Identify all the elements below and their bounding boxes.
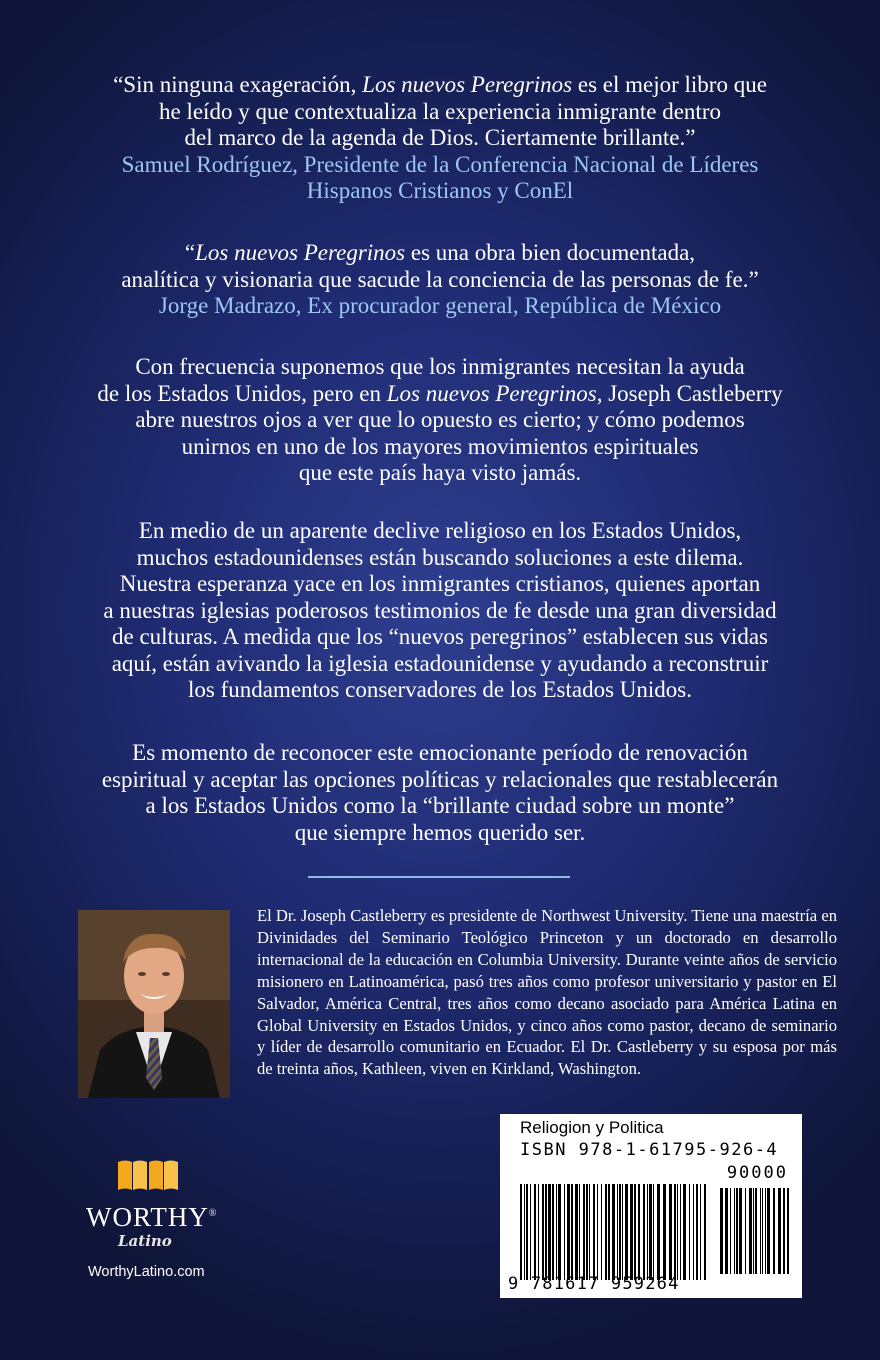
barcode-main-icon <box>520 1184 708 1280</box>
barcode-category: Reliogion y Politica <box>520 1118 664 1137</box>
author-portrait-icon <box>78 910 230 1098</box>
description-paragraph-2 <box>40 518 840 704</box>
text-line <box>40 267 840 294</box>
text-line <box>40 518 840 545</box>
text-line <box>40 381 840 408</box>
author-bio: El Dr. Joseph Castleberry es presidente de Northwest University. Tiene una maestría en Divinidades del Seminario Teológico Princeton y un doctorado en desarrollo internacional de la educación en Columbia University. Durante veinte años de servicio misionero en Latinoamérica, pasó tres años como profesor universitario y pastor en El Salvador, América Central, tres años como decano asociado para América Latina en Global University en Estados Unidos, y cinco años como pastor, decano de seminario y líder de desarrollo comunitario en Ecuador. El Dr. Castleberry y su esposa por más de treinta años, Kathleen, viven en Kirkland, Washington. <box>257 906 837 1079</box>
text-run: que este país haya visto jamás. <box>298 460 582 485</box>
text-run: los fundamentos conservadores de los Estados Unidos. <box>187 677 692 702</box>
text-run: aquí, están avivando la iglesia estadounidense y ayudando a reconstruir <box>111 650 769 676</box>
publisher-url: WorthyLatino.com <box>88 1264 205 1280</box>
text-run: muchos estadounidenses están buscando soluciones a este dilema. <box>136 544 744 570</box>
text-line <box>40 460 840 487</box>
text-line <box>40 820 840 847</box>
text-line <box>40 407 840 434</box>
text-run: Nuestra esperanza yace en los inmigrantes cristianos, quienes aportan <box>119 571 761 596</box>
text-run: espiritual y aceptar las opciones políticas y relacionales que restablecerán <box>101 766 779 792</box>
publisher-name: WORTHY® <box>86 1202 218 1232</box>
text-line <box>40 240 840 267</box>
text-run: Es momento de reconocer este emocionante período de renovación <box>132 740 748 765</box>
quote-1-text <box>40 72 840 152</box>
text-line <box>40 571 840 598</box>
section-divider <box>308 876 570 878</box>
text-run: Con frecuencia suponemos que los inmigrantes necesitan la ayuda <box>135 354 745 379</box>
text-run: he leído y que contextualiza la experiencia inmigrante dentro <box>159 98 721 124</box>
text-line <box>40 677 840 704</box>
quote-1-attribution: Samuel Rodríguez, Presidente de la Conferencia Nacional de Líderes Hispanos Cristianos y ConEl <box>121 151 759 203</box>
text-run: de culturas. A medida que los “nuevos peregrinos” establecen sus vidas <box>112 624 768 649</box>
text-line <box>40 651 840 678</box>
text-line <box>40 598 840 625</box>
italic-title: Los nuevos Peregrinos <box>362 72 573 97</box>
text-run: de los Estados Unidos, pero en <box>97 380 387 406</box>
quote-2-attribution: Jorge Madrazo, Ex procurador general, República de México <box>158 293 722 318</box>
quote-1 <box>40 72 840 205</box>
text-run: a nuestras iglesias poderosos testimonios de fe desde una gran diversidad <box>103 597 777 623</box>
barcode-number: 9 781617 959264 <box>508 1274 680 1294</box>
text-line <box>40 545 840 572</box>
text-line <box>40 125 840 152</box>
registered-mark: ® <box>208 1208 218 1219</box>
barcode-isbn: ISBN 978-1-61795-926-4 <box>520 1140 779 1160</box>
text-run: “Sin ninguna exageración, <box>113 72 363 97</box>
text-run: En medio de un aparente declive religioso en los Estados Unidos, <box>138 518 742 543</box>
barcode-addon-icon <box>720 1188 790 1274</box>
text-line <box>40 354 840 381</box>
text-run: analítica y visionaria que sacude la conciencia de las personas de fe.” <box>121 266 759 292</box>
publisher-sub: Latino <box>118 1232 172 1250</box>
text-run: , Joseph Castleberry <box>596 380 783 406</box>
text-run: a los Estados Unidos como la “brillante ciudad sobre un monte” <box>145 793 735 818</box>
text-run: es el mejor libro que <box>572 72 767 97</box>
description-paragraph-1 <box>40 354 840 487</box>
text-run: abre nuestros ojos a ver que lo opuesto es cierto; y cómo podemos <box>135 407 745 432</box>
barcode-price-code: 90000 <box>726 1163 788 1183</box>
text-run: del marco de la agenda de Dios. Ciertamente brillante.” <box>184 125 696 150</box>
text-line <box>40 434 840 461</box>
barcode-box <box>500 1114 802 1298</box>
text-line <box>40 624 840 651</box>
text-line <box>40 740 840 767</box>
italic-title: Los nuevos Peregrinos <box>386 380 597 406</box>
quote-2-text <box>40 240 840 293</box>
text-line <box>40 767 840 794</box>
text-line <box>40 72 840 99</box>
quote-2 <box>40 240 840 320</box>
text-run: que siempre hemos querido ser. <box>294 819 586 845</box>
italic-title: Los nuevos Peregrinos <box>195 240 406 265</box>
description-paragraph-3 <box>40 740 840 846</box>
text-line <box>40 793 840 820</box>
text-run: unirnos en uno de los mayores movimientos espirituales <box>181 433 699 459</box>
text-run: es una obra bien documentada, <box>405 240 696 265</box>
text-run: “ <box>184 240 196 265</box>
worthy-book-icon <box>116 1158 180 1194</box>
author-photo <box>78 910 230 1098</box>
text-line <box>40 99 840 126</box>
